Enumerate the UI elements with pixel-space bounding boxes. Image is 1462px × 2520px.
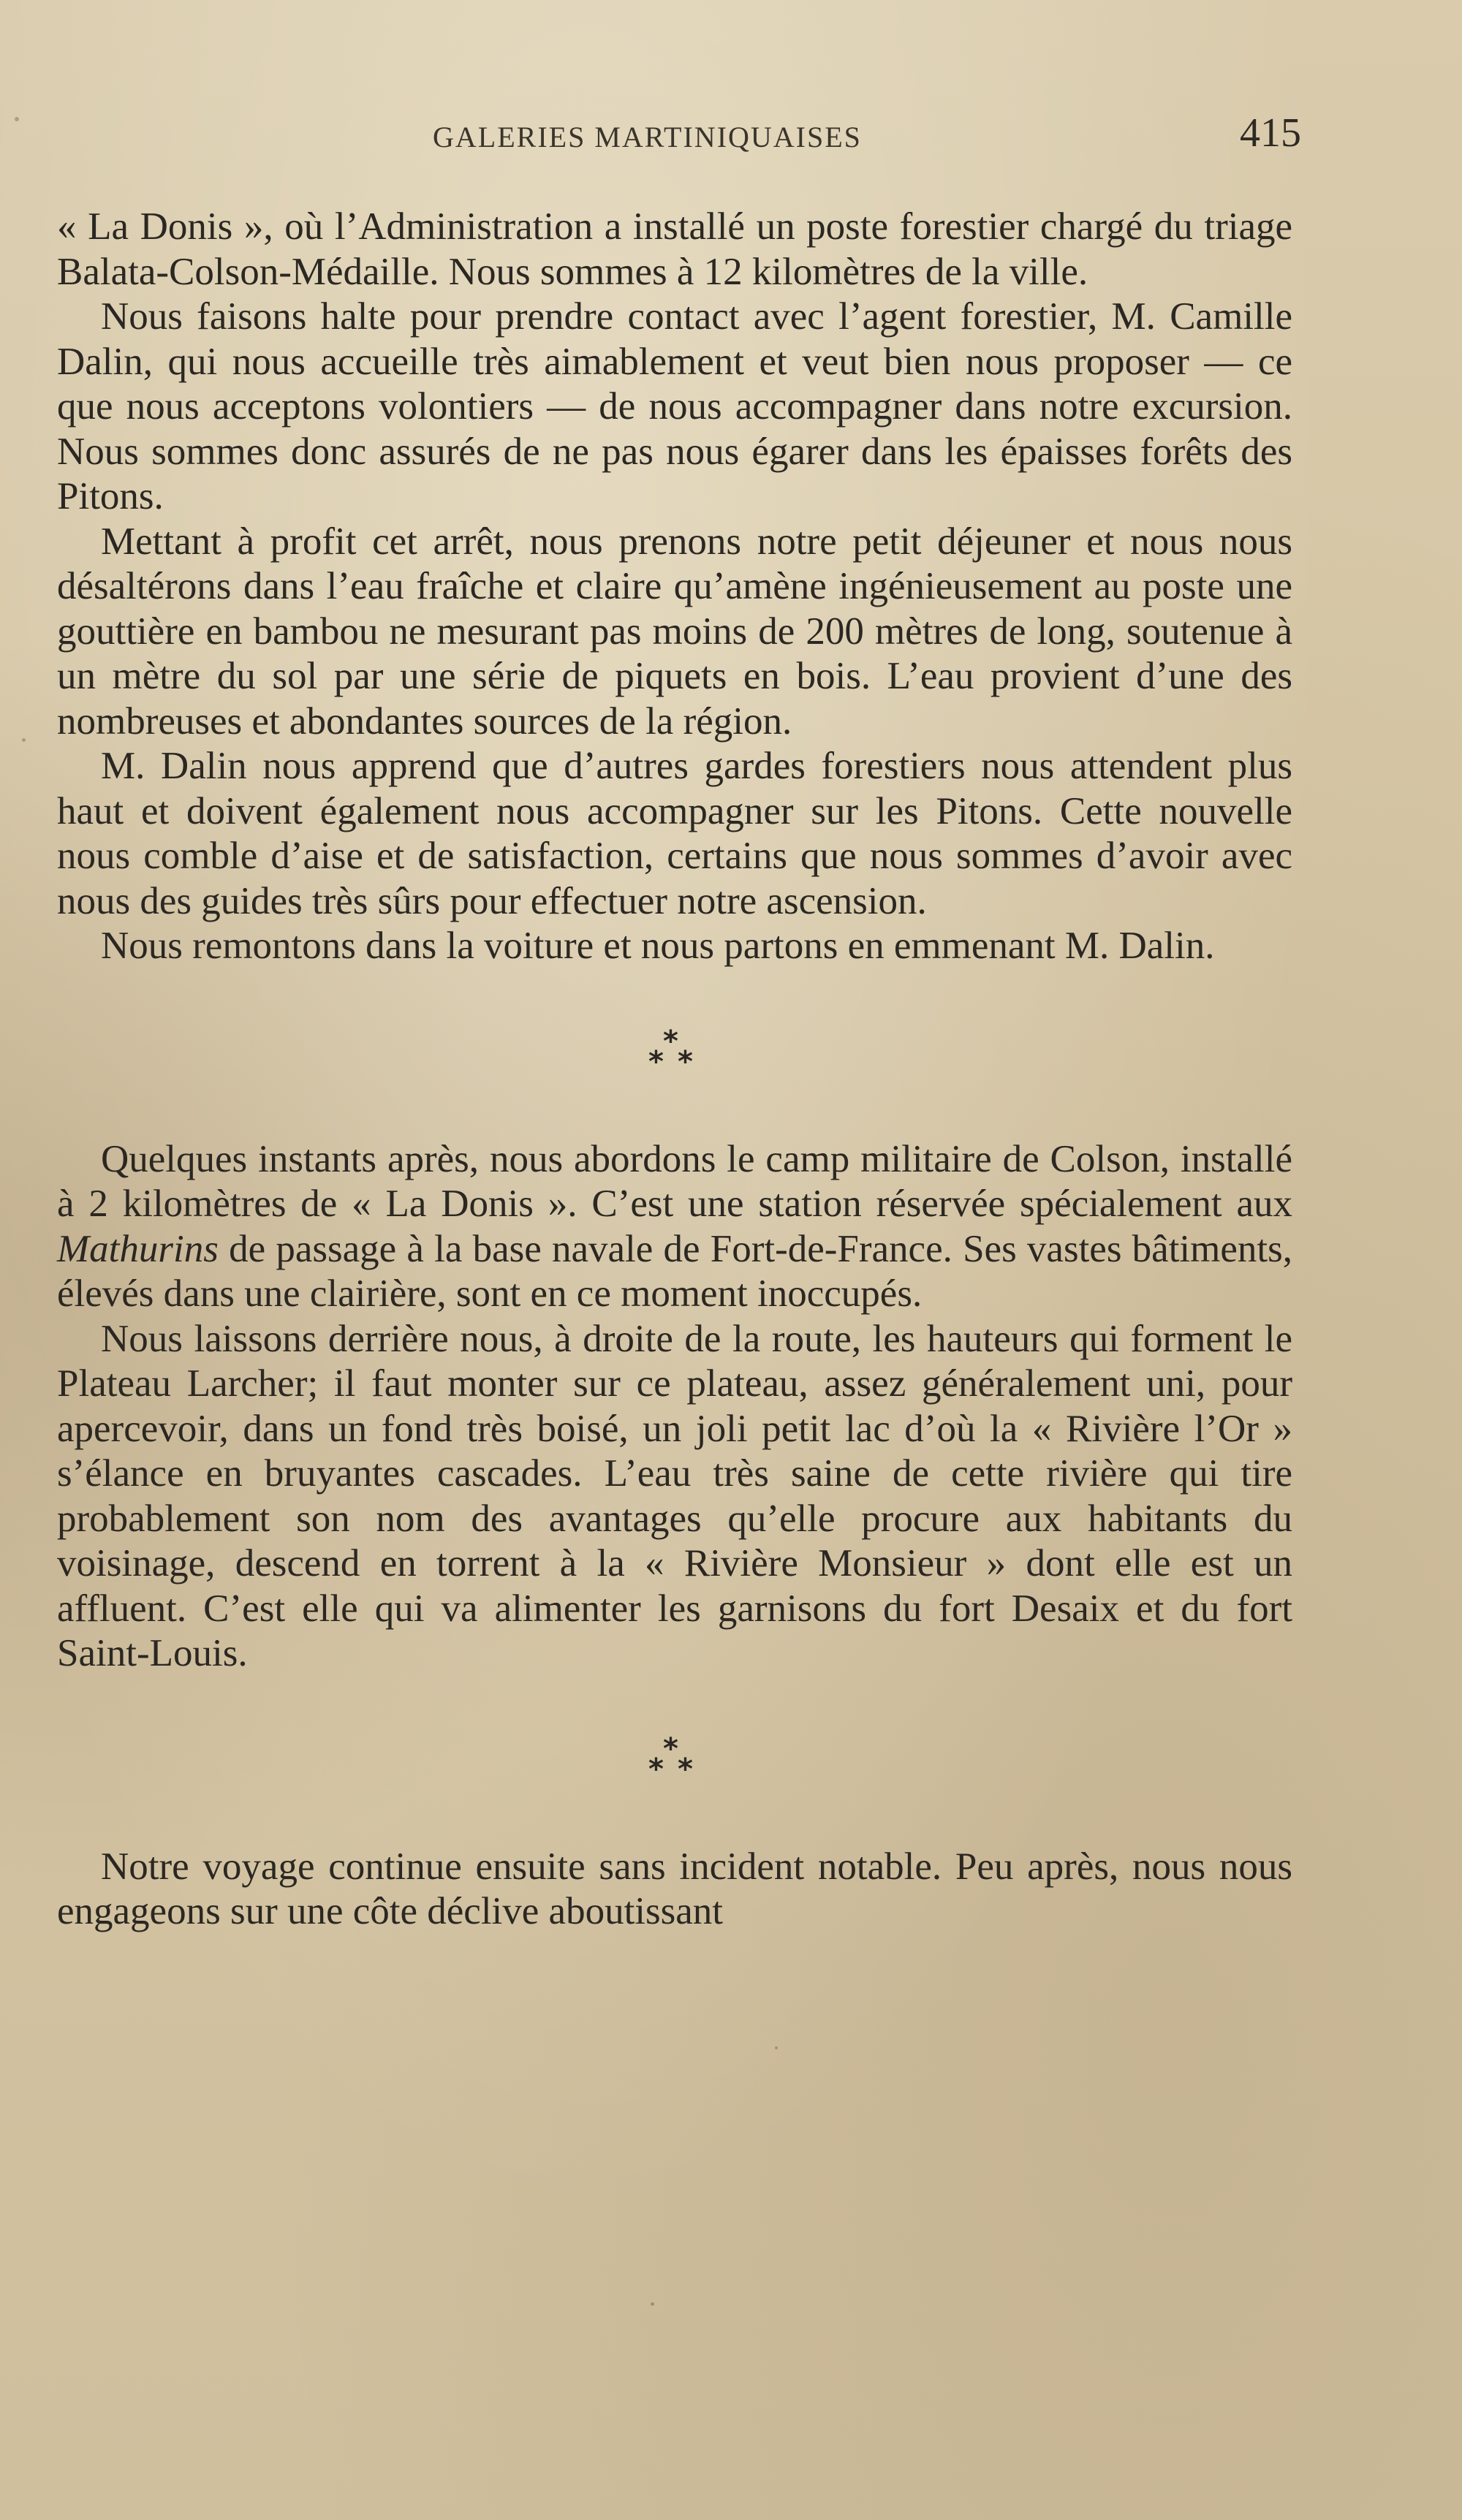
paragraph: Mettant à profit cet arrêt, nous prenons notre petit déjeuner et nous nous désaltérons dans l’eau fraîche et claire qu’amène ingénieusement au poste une gouttière en bambou ne mesurant pas moins de 200 mètres de long, soutenue à un mètre du sol par une série de piquets en bois. L’eau provient d’une des nombreuses et abondantes sources de la région. xyxy=(57,520,1292,743)
paragraph: Nous faisons halte pour prendre contact avec l’agent forestier, M. Camille Dalin, qui nous accueille très aimablement et veut bien nous proposer — ce que nous acceptons volontiers — de nous accompagner dans notre excursion. Nous sommes donc assurés de ne pas nous égarer dans les épaisses forêts des Pitons. xyxy=(57,295,1292,517)
page-header xyxy=(51,110,1301,168)
asterisk: * xyxy=(663,1024,678,1058)
asterism xyxy=(645,1024,704,1082)
paragraph: M. Dalin nous apprend que d’autres gardes forestiers nous attendent plus haut et doivent également nous accompagner sur les Pitons. Cette nouvelle nous comble d’aise et de satisfaction, certains que nous sommes d’avoir avec nous des guides très sûrs pour effectuer notre ascension. xyxy=(57,745,1292,922)
asterisk: * xyxy=(663,1731,678,1766)
asterisk: * xyxy=(648,1044,664,1079)
paragraph: Notre voyage continue ensuite sans incident notable. Peu après, nous nous engageons sur une côte déclive aboutissant xyxy=(57,1845,1292,1932)
section-separator xyxy=(57,969,1292,1137)
italic-term: Mathurins xyxy=(57,1227,219,1270)
paragraph-text: Quelques instants après, nous abordons le camp militaire de Colson, installé à 2 kilomètres de « La Donis ». C’est une station réservée spécialement aux xyxy=(57,1137,1292,1225)
asterisk: * xyxy=(648,1752,664,1786)
running-title: GALERIES MARTINIQUAISES xyxy=(433,121,862,153)
paragraph-text: de passage à la base navale de Fort-de-France. Ses vastes bâtiments, élevés dans une clairière, sont en ce moment inoccupés. xyxy=(57,1227,1292,1315)
paper-speck xyxy=(775,2046,778,2049)
paragraph xyxy=(57,1137,1292,1317)
asterisk: * xyxy=(678,1752,693,1786)
asterism xyxy=(645,1731,704,1790)
paragraph: Nous remontons dans la voiture et nous partons en emmenant M. Dalin. xyxy=(101,925,1215,967)
paragraph: « La Donis », où l’Administration a installé un poste forestier chargé du triage Balata-Colson-Médaille. Nous sommes à 12 kilomètres de la ville. xyxy=(57,205,1292,293)
body-text xyxy=(57,205,1292,1935)
paper-speck xyxy=(651,2302,654,2306)
paragraph: Nous laissons derrière nous, à droite de la route, les hauteurs qui forment le Plateau Larcher; il faut monter sur ce plateau, assez généralement uni, pour apercevoir, dans un fond très boisé, un joli petit lac d’où la « Rivière l’Or » s’élance en bruyantes cascades. L’eau très saine de cette rivière qui tire probablement son nom des avantages qu’elle procure aux habitants du voisinage, descend en torrent à la « Rivière Monsieur » dont elle est un affluent. C’est elle qui va alimenter les garnisons du fort Desaix et du fort Saint-Louis. xyxy=(57,1317,1292,1674)
asterisk: * xyxy=(678,1044,693,1079)
page-number: 415 xyxy=(1240,110,1301,156)
section-separator xyxy=(57,1677,1292,1845)
paper-speck xyxy=(15,117,19,121)
paper-speck xyxy=(22,738,26,742)
